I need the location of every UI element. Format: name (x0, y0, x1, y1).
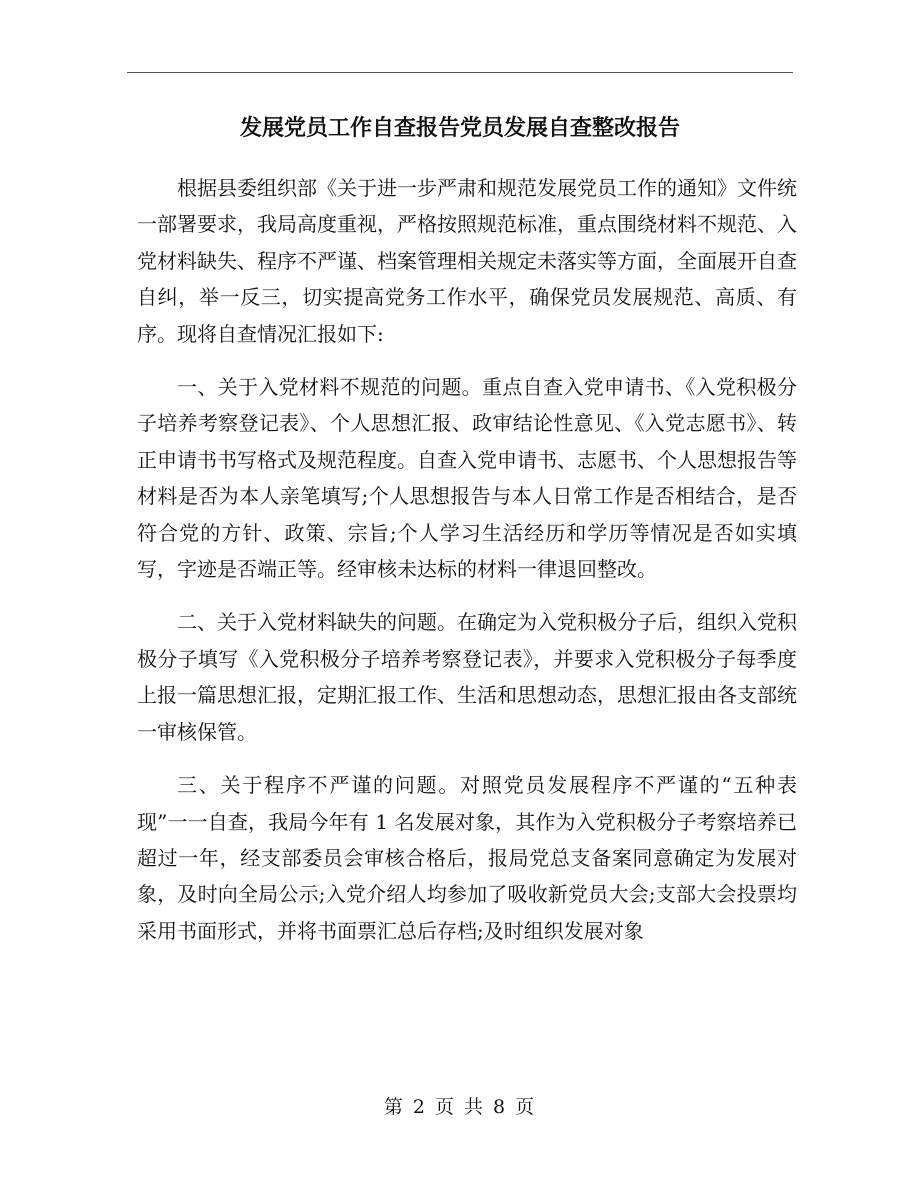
paragraph-section-3: 三、关于程序不严谨的问题。对照党员发展程序不严谨的“五种表现”一一自查，我局今年有 1 名发展对象，其作为入党积极分子考察培养已超过一年，经支部委员会审核合格后，报局党总支备案同意确定为发展对象，及时向全局公示;入党介绍人均参加了吸收新党员大会;支部大会投票均采用书面形式，并将书面票汇总后存档;及时组织发展对象 (137, 773, 797, 943)
paragraph-section-1: 一、关于入党材料不规范的问题。重点自查入党申请书、《入党积极分子培养考察登记表》、个人思想汇报、政审结论性意见、《入党志愿书》、转正申请书书写格式及规范程度。自查入党申请书、志愿书、个人思想报告等材料是否为本人亲笔填写;个人思想报告与本人日常工作是否相结合，是否符合党的方针、政策、宗旨;个人学习生活经历和学历等情况是否如实填写，字迹是否端正等。经审核未达标的材料一律退回整改。 (137, 375, 797, 582)
paragraph-section-2: 二、关于入党材料缺失的问题。在确定为入党积极分子后，组织入党积极分子填写《入党积极分子培养考察登记表》，并要求入党积极分子每季度上报一篇思想汇报，定期汇报工作、生活和思想动态，思想汇报由各支部统一审核保管。 (137, 610, 797, 744)
paragraph-intro: 根据县委组织部《关于进一步严肃和规范发展党员工作的通知》文件统一部署要求，我局高度重视，严格按照规范标准，重点围绕材料不规范、入党材料缺失、程序不严谨、档案管理相关规定未落实等方面，全面展开自查自纠，举一反三，切实提高党务工作水平，确保党员发展规范、高质、有序。现将自查情况汇报如下: (137, 176, 797, 346)
document-body (137, 170, 797, 966)
header-divider (127, 72, 793, 73)
document-title: 发展党员工作自查报告党员发展自查整改报告 (239, 115, 680, 141)
page-number-footer: 第 2 页 共 8 页 (383, 1096, 537, 1118)
